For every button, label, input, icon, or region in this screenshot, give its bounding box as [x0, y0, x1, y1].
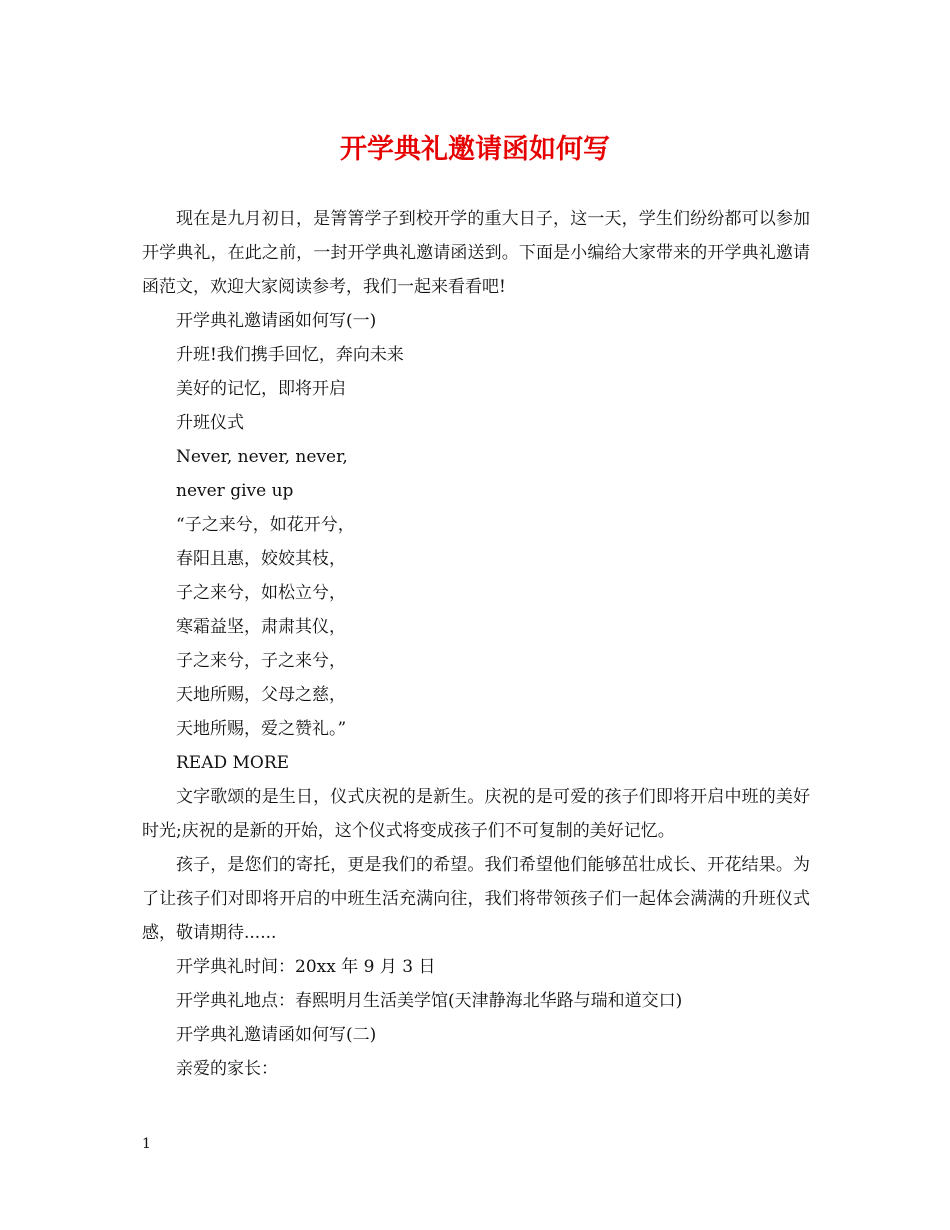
poem-line: 天地所赐，爱之赞礼。” [176, 719, 347, 739]
salutation: 亲爱的家长： [176, 1059, 278, 1079]
section-heading: 开学典礼邀请函如何写(一) [176, 311, 377, 331]
poem-line: 寒霜益坚，肃肃其仪， [176, 617, 346, 637]
text-line: 升班仪式 [176, 413, 244, 433]
poem-line: “子之来兮，如花开兮， [176, 515, 355, 535]
text-line: Never, never, never, [176, 447, 348, 467]
poem-line: 天地所赐，父母之慈， [176, 685, 346, 705]
event-time: 开学典礼时间：20xx 年 9 月 3 日 [176, 957, 436, 977]
text-line: 美好的记忆，即将开启 [176, 379, 346, 399]
document-body [142, 202, 810, 1086]
poem-line: 子之来兮，子之来兮， [176, 651, 346, 671]
intro-paragraph: 现在是九月初日，是箐箐学子到校开学的重大日子，这一天，学生们纷纷都可以参加开学典礼，在此之前，一封开学典礼邀请函送到。下面是小编给大家带来的开学典礼邀请函范文，欢迎大家阅读参考，我们一起来看看吧! [142, 209, 810, 297]
text-line: never give up [176, 481, 294, 501]
event-location: 开学典礼地点：春熙明月生活美学馆(天津静海北华路与瑞和道交口) [176, 991, 683, 1011]
document-title: 开学典礼邀请函如何写 [340, 134, 610, 165]
poem-line: 春阳且惠，姣姣其枝， [176, 549, 346, 569]
text-line: 升班!我们携手回忆，奔向未来 [176, 345, 404, 365]
body-paragraph: 孩子，是您们的寄托，更是我们的希望。我们希望他们能够茁壮成长、开花结果。为了让孩子们对即将开启的中班生活充满向往，我们将带领孩子们一起体会满满的升班仪式感，敬请期待...... [142, 855, 810, 943]
body-paragraph: 文字歌颂的是生日，仪式庆祝的是新生。庆祝的是可爱的孩子们即将开启中班的美好时光;庆祝的是新的开始，这个仪式将变成孩子们不可复制的美好记忆。 [142, 787, 810, 841]
poem-line: 子之来兮，如松立兮， [176, 583, 346, 603]
page-number: 1 [142, 1136, 151, 1152]
text-line: READ MORE [176, 753, 290, 773]
section-heading: 开学典礼邀请函如何写(二) [176, 1025, 377, 1045]
